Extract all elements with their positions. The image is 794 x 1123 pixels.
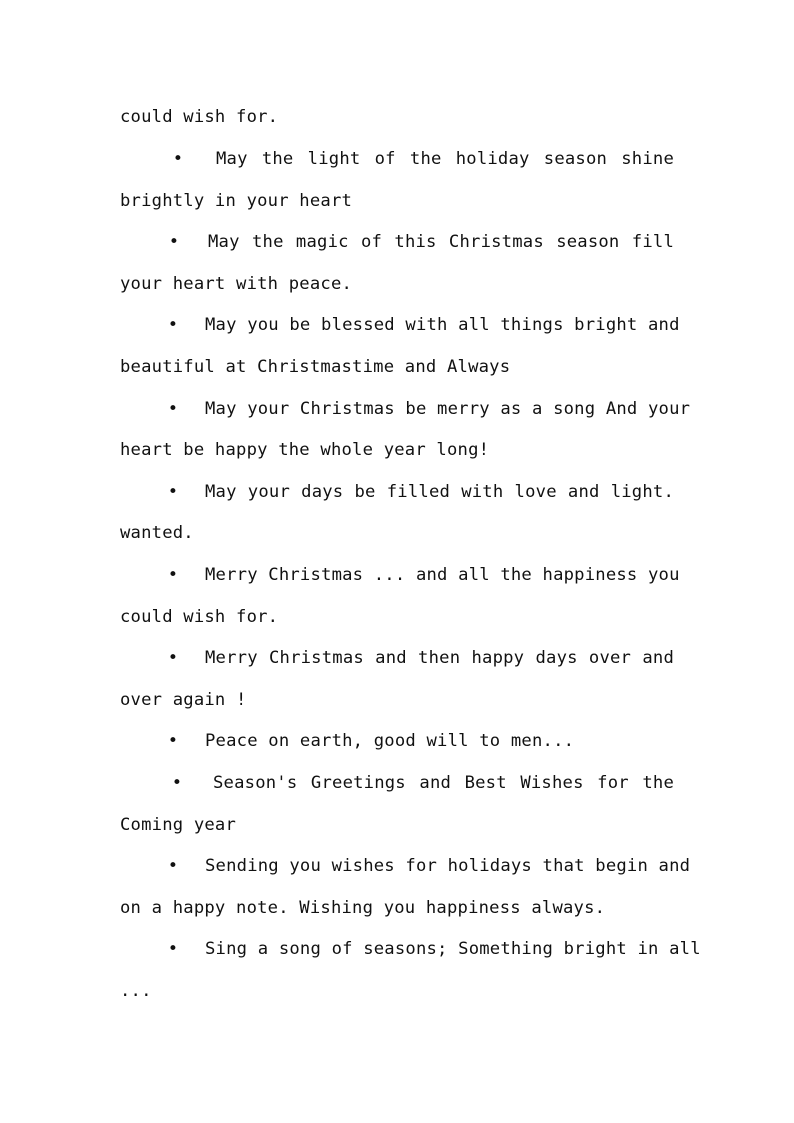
bullet-icon: •: [167, 482, 179, 502]
list-item-first-line: Merry Christmas ... and all the happiness you: [205, 565, 680, 585]
list-item-first-line: Peace on earth, good will to men...: [205, 731, 575, 751]
bullet-icon: •: [172, 149, 184, 169]
list-item-continuation: ...: [120, 981, 152, 1001]
bullet-icon: •: [168, 232, 180, 252]
list-item-continuation: brightly in your heart: [120, 191, 353, 211]
list-item-first-line: May you be blessed with all things bright and: [205, 315, 680, 335]
list-item-first-line: May the light of the holiday season shine: [216, 149, 674, 169]
list-item-continuation: wanted.: [120, 523, 194, 543]
bullet-icon: •: [171, 773, 183, 793]
list-item-continuation: heart be happy the whole year long!: [120, 440, 490, 460]
bullet-icon: •: [167, 565, 179, 585]
list-item-first-line: May your days be filled with love and light.: [205, 482, 674, 502]
bullet-icon: •: [167, 939, 179, 959]
list-item-first-line: May your Christmas be merry as a song And your: [205, 399, 691, 419]
list-item-first-line: Season's Greetings and Best Wishes for the: [213, 773, 674, 793]
list-item-continuation: on a happy note. Wishing you happiness always.: [120, 898, 606, 918]
list-item-continuation: Coming year: [120, 815, 237, 835]
list-item-first-line: Sending you wishes for holidays that begin and: [205, 856, 691, 876]
list-item-continuation: over again !: [120, 690, 247, 710]
bullet-icon: •: [167, 648, 179, 668]
bullet-icon: •: [167, 399, 179, 419]
list-item-first-line: May the magic of this Christmas season fill: [208, 232, 674, 252]
bullet-icon: •: [167, 856, 179, 876]
list-item-first-line: Sing a song of seasons; Something bright in all: [205, 939, 701, 959]
bullet-icon: •: [167, 315, 179, 335]
list-item-continuation: your heart with peace.: [120, 274, 353, 294]
list-item-continuation: could wish for.: [120, 607, 279, 627]
list-item-first-line: Merry Christmas and then happy days over and: [205, 648, 674, 668]
lead-line: could wish for.: [120, 107, 279, 127]
bullet-icon: •: [167, 731, 179, 751]
list-item-continuation: beautiful at Christmastime and Always: [120, 357, 511, 377]
